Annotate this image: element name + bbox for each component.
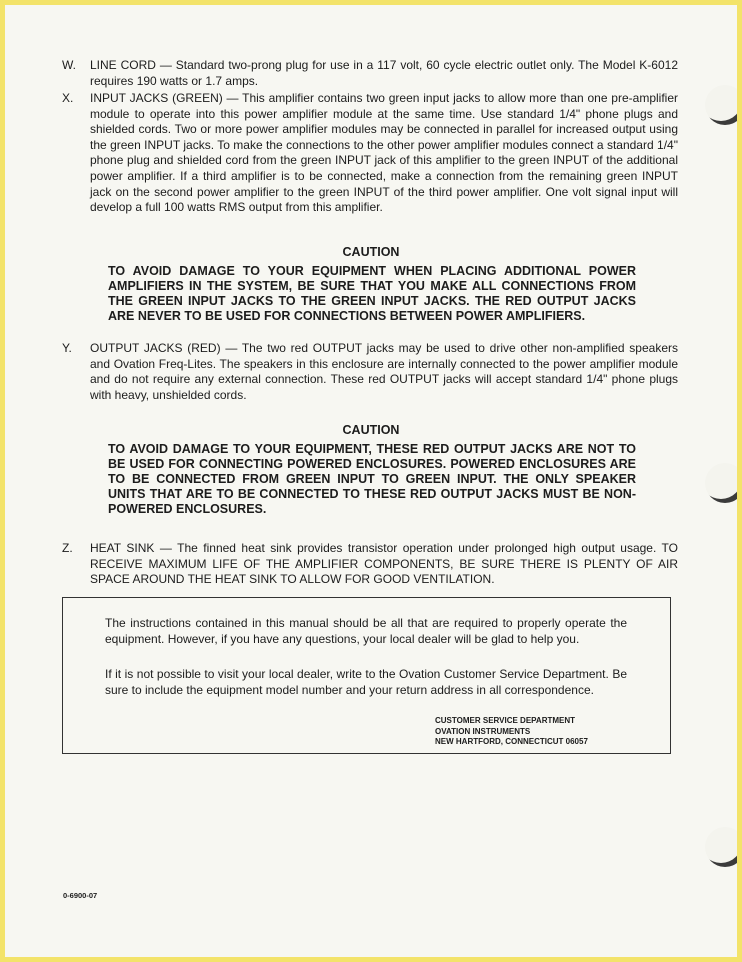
item-text: INPUT JACKS (GREEN) — This amplifier contains two green input jacks to allow more than one pre-amplifier module to operate into this power amplifier module at the same time. Use standard 1/4" phone plugs and shielded cords. Two or more power amplifier modules may be connected in parallel for increased output using the green INPUT jacks. To make the connections to the other power amplifier modules connect a standard 1/4" phone plug and shielded cord from the green INPUT jack of this amplifier to the green INPUT of the additional power amplifier. If a third amplifier is to be connected, make a connection from the remaining green INPUT jack on the second power amplifier to the green INPUT of the third power amplifier. One volt signal input will develop a full 100 watts RMS output from this amplifier. [90, 91, 678, 215]
address-line: CUSTOMER SERVICE DEPARTMENT [435, 716, 576, 725]
caution-text: TO AVOID DAMAGE TO YOUR EQUIPMENT WHEN PLACING ADDITIONAL POWER AMPLIFIERS IN THE SYSTEM, BE SURE THAT YOU MAKE ALL CONNECTIONS FROM THE GREEN INPUT JACKS TO THE GREEN INPUT JACKS. THE RED OUTPUT JACKS ARE NEVER TO BE USED FOR CONNECTIONS BETWEEN POWER AMPLIFIERS. [108, 264, 636, 323]
item-text: HEAT SINK — The finned heat sink provides transistor operation under prolonged high output usage. TO RECEIVE MAXIMUM LIFE OF THE AMPLIFIER COMPONENTS, BE SURE THERE IS PLENTY OF AIR SPACE AROUND THE HEAT SINK TO ALLOW FOR GOOD VENTILATION. [90, 541, 678, 587]
address-block [435, 716, 588, 748]
punch-hole [705, 463, 737, 503]
item-letter: X. [62, 91, 74, 105]
address-line: OVATION INSTRUMENTS [435, 726, 531, 736]
item-letter: W. [62, 58, 76, 72]
caution-heading: CAUTION [342, 423, 400, 437]
document-code: 0-6900-07 [63, 891, 98, 900]
caution-heading: CAUTION [342, 245, 400, 259]
notice-paragraph: If it is not possible to visit your local dealer, write to the Ovation Customer Service Department. Be sure to include the equipment model number and your return address in all correspondence. [105, 667, 627, 697]
notice-paragraph: The instructions contained in this manual should be all that are required to properly operate the equipment. However, if you have any questions, your local dealer will be glad to help you. [105, 616, 627, 646]
caution-text: TO AVOID DAMAGE TO YOUR EQUIPMENT, THESE RED OUTPUT JACKS ARE NOT TO BE USED FOR CONNECTING POWERED ENCLOSURES. POWERED ENCLOSURES ARE TO BE CONNECTED FROM GREEN INPUT TO GREEN INPUT. THE ONLY SPEAKER UNITS THAT ARE TO BE CONNECTED TO THESE RED OUTPUT JACKS MUST BE NON-POWERED ENCLOSURES. [108, 442, 636, 516]
item-letter: Y. [62, 341, 72, 355]
item-letter: Z. [62, 541, 73, 555]
punch-hole [705, 85, 737, 125]
notice-box [62, 597, 671, 754]
manual-page [5, 5, 737, 957]
item-text: OUTPUT JACKS (RED) — The two red OUTPUT jacks may be used to drive other non-amplified speakers and Ovation Freq-Lites. The speakers in this enclosure are internally connected to the power amplifier module and do not require any external connection. These red OUTPUT jacks will accept standard 1/4" phone plugs with heavy, unshielded cords. [90, 341, 678, 402]
address-line: NEW HARTFORD, CONNECTICUT 06057 [435, 737, 588, 746]
punch-hole [705, 827, 737, 867]
item-text: LINE CORD — Standard two-prong plug for use in a 117 volt, 60 cycle electric outlet only. The Model K-6012 requires 190 watts or 1.7 amps. [90, 58, 678, 88]
